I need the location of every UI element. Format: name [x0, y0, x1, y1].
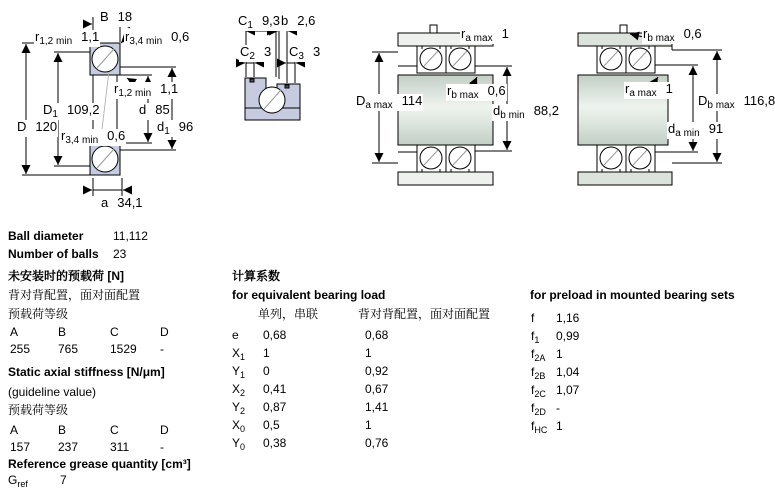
dim-subscript: a max [465, 33, 493, 44]
dim-value: 3 [263, 44, 272, 59]
grease-value: 7 [60, 473, 67, 487]
bearing-section [245, 78, 300, 120]
number-of-balls-value: 23 [113, 247, 127, 261]
dim-label-C2 [239, 45, 272, 62]
factor-value-single: 0,38 [263, 436, 287, 450]
factor-value: 0,99 [556, 329, 580, 343]
cell-value: 255 [10, 342, 31, 356]
dim-value: 34,1 [117, 195, 143, 210]
dim-label-D [16, 120, 58, 137]
factor-symbol: $f_{2D}$ [531, 401, 546, 417]
dim-label-b [280, 14, 316, 31]
dim-symbol: D [356, 93, 366, 108]
dim-value: 0,6 [171, 29, 190, 44]
preload-factor-row-f2C [531, 383, 579, 399]
dim-symbol: C [238, 13, 248, 28]
factor-value: 1,04 [556, 365, 580, 379]
dim-symbol: r [61, 128, 66, 143]
dim-symbol: d [157, 119, 165, 134]
factor-symbol: $Y_1$ [232, 364, 246, 380]
factor-symbol: $f_{2A}$ [531, 347, 546, 363]
factor-value: 1,07 [556, 383, 580, 397]
dim-value: 9,3 [261, 13, 281, 28]
factor-value: 1 [556, 419, 563, 433]
factor-row-X2 [232, 382, 388, 398]
dim-subscript: 1 [52, 109, 58, 120]
ball-diameter-label: Ball diameter [8, 229, 84, 243]
factors-col2-header: 背对背配置，面对面配置 [358, 307, 491, 321]
factor-symbol: $f_{2C}$ [531, 383, 546, 399]
dim-symbol: r [35, 29, 40, 44]
ball-diameter-value: 11,112 [113, 229, 148, 243]
dim-value: 120 [35, 119, 58, 134]
stiffness-values-row [10, 440, 164, 454]
preload-class-label: 预载荷等级 [8, 307, 69, 321]
dim-label-r34-top [124, 30, 190, 47]
col-header: C [110, 423, 119, 437]
preload-section-subtitle: 背对背配置，面对面配置 [8, 288, 141, 302]
preload-values-row [10, 342, 164, 356]
factor-symbol: e [232, 328, 239, 342]
factor-value-single: 0 [263, 364, 270, 378]
cell-value: 311 [110, 440, 130, 454]
symbol-base: G [8, 473, 18, 487]
dim-subscript: 3,4 min [65, 135, 99, 146]
dim-subscript: 3,4 min [129, 36, 163, 47]
col-header: C [110, 325, 119, 339]
dim-symbol: r [125, 29, 130, 44]
factor-symbol: $f_{2B}$ [531, 365, 546, 381]
cell-value: - [160, 440, 164, 454]
preload-class-header-row [10, 325, 169, 339]
ball-diameter-row [8, 229, 148, 243]
dim-symbol: a [101, 195, 109, 210]
dim-label-D1 [42, 103, 101, 120]
factors-subtitle: for equivalent bearing load [232, 288, 386, 302]
factor-row-Y1 [232, 364, 388, 380]
col-header: D [160, 423, 169, 437]
dim-label-r12-top [34, 30, 100, 47]
factor-value-paired: 1,41 [365, 400, 389, 414]
factor-symbol: $f_{HC}$ [531, 419, 548, 435]
dim-label-C1 [237, 14, 281, 31]
dim-symbol: r [625, 81, 630, 96]
dim-value: 88,2 [533, 103, 559, 118]
number-of-balls-label: Number of balls [8, 247, 99, 261]
dim-label-d1 [156, 120, 194, 137]
dim-label-C3 [288, 45, 321, 62]
dim-subscript: 3 [298, 51, 304, 62]
preload-factor-row-f2B [531, 365, 579, 381]
col-header: D [160, 325, 169, 339]
factor-symbol: $f_1$ [531, 329, 540, 345]
dim-subscript: a max [365, 100, 393, 111]
cell-value: 1529 [110, 342, 137, 356]
col-header: B [58, 325, 67, 339]
factor-symbol: $X_0$ [232, 418, 246, 434]
dim-subscript: a max [629, 88, 657, 99]
dim-value: 91 [708, 121, 724, 136]
factor-value-paired: 0,67 [365, 382, 389, 396]
dim-label-Da-max [355, 94, 423, 111]
factor-value: - [556, 401, 560, 415]
factor-value-paired: 0,68 [365, 328, 389, 342]
dim-value: 1,1 [160, 81, 179, 96]
factor-row-Y2 [232, 400, 388, 416]
bearing-detail-diagram [230, 20, 340, 125]
dim-value: 109,2 [66, 102, 100, 117]
stiffness-class-header-row [10, 423, 169, 437]
dim-symbol: D [17, 119, 27, 134]
factors-title: 计算系数 [232, 269, 281, 283]
col-header: B [58, 423, 67, 437]
dim-subscript: a min [675, 128, 700, 139]
cell-value: 157 [10, 440, 31, 454]
factor-value-single: 1 [263, 346, 270, 360]
dim-symbol: D [43, 102, 53, 117]
dim-symbol: C [240, 44, 250, 59]
factor-value-single: 0,5 [263, 418, 280, 432]
dim-value: 1 [665, 81, 673, 96]
factor-value-paired: 1 [365, 346, 372, 360]
dim-symbol: r [447, 83, 452, 98]
dim-label-a [100, 196, 144, 213]
dim-value: 0,6 [683, 26, 702, 41]
dim-subscript: b max [707, 100, 735, 111]
cell-value: 237 [58, 440, 79, 454]
dim-subscript: 1,2 min [118, 88, 152, 99]
dim-label-ra-max-4 [624, 82, 674, 99]
factor-row-X1 [232, 346, 372, 362]
factor-value-paired: 1 [365, 418, 372, 432]
preload-factor-row-f2A [531, 347, 563, 363]
preload-factor-row-f1 [531, 329, 579, 345]
dim-value: 1,1 [81, 29, 100, 44]
dim-symbol: d [139, 102, 147, 117]
dim-value: 1 [501, 26, 509, 41]
dim-symbol: b [281, 13, 289, 28]
dim-label-r34-mid [60, 129, 126, 146]
dim-value: 18 [117, 9, 133, 24]
preload-factor-row-fHC [531, 419, 563, 435]
dim-value: 85 [155, 102, 170, 117]
dim-value: 2,6 [297, 13, 316, 28]
factor-value-single: 0,68 [263, 328, 287, 342]
dim-subscript: b min [500, 110, 525, 121]
dim-label-rb-max-4 [642, 27, 703, 44]
dim-label-rb-max-3 [446, 84, 507, 101]
dim-subscript: 1,2 min [39, 36, 73, 47]
dim-subscript: 1 [164, 126, 170, 137]
symbol-subscript: ref [17, 479, 28, 489]
dim-subscript: b max [647, 33, 675, 44]
dim-symbol: B [100, 9, 109, 24]
dim-value: 0,6 [487, 83, 506, 98]
dim-label-Db-max [697, 94, 775, 111]
dim-symbol: d [668, 121, 676, 136]
factor-symbol: $X_1$ [232, 346, 246, 362]
grease-symbol [8, 474, 60, 489]
preload-factor-row-f2D [531, 401, 560, 417]
factor-symbol: $Y_2$ [232, 400, 246, 416]
dim-subscript: 1 [247, 20, 253, 31]
col-header: A [10, 325, 19, 339]
dim-symbol: D [698, 93, 708, 108]
stiffness-class-label: 预载荷等级 [8, 403, 69, 417]
cell-value: - [160, 342, 164, 356]
dim-symbol: r [461, 26, 466, 41]
factor-value: 1 [556, 347, 563, 361]
factor-row-Y0 [232, 436, 388, 452]
col-header: A [10, 423, 19, 437]
factor-symbol: $X_2$ [232, 382, 246, 398]
dim-label-B [99, 10, 133, 27]
factor-value-paired: 0,76 [365, 436, 389, 450]
dim-label-da-min [667, 122, 724, 139]
factors-col1-header: 单列，串联 [258, 307, 319, 321]
stiffness-section-title: Static axial stiffness [N/μm] [8, 365, 165, 379]
factor-symbol: f [531, 311, 535, 325]
dim-symbol: d [493, 103, 501, 118]
dim-label-ra-max-3 [460, 27, 510, 44]
preload-factors-title: for preload in mounted bearing sets [530, 288, 735, 302]
dim-label-d [138, 103, 171, 120]
dim-label-db-min [492, 104, 560, 121]
dim-value: 0,6 [107, 128, 126, 143]
dim-subscript: b max [451, 90, 479, 101]
factor-value-paired: 0,92 [365, 364, 389, 378]
factor-value-single: 0,41 [263, 382, 287, 396]
cell-value: 765 [58, 342, 79, 356]
dim-value: 116,8 [743, 93, 775, 108]
dim-value: 114 [401, 93, 423, 108]
factor-symbol: $Y_0$ [232, 436, 246, 452]
stiffness-section-subtitle: (guideline value) [8, 385, 97, 399]
preload-factor-row-f [531, 311, 579, 327]
grease-row [8, 474, 67, 489]
factor-row-X0 [232, 418, 372, 434]
factor-value: 1,16 [556, 311, 580, 325]
dim-symbol: r [114, 81, 119, 96]
number-of-balls-row [8, 247, 126, 261]
dim-value: 96 [178, 119, 194, 134]
dim-value: 3 [312, 44, 321, 59]
dim-symbol: C [289, 44, 299, 59]
factor-row-e [232, 328, 388, 344]
dim-subscript: 2 [249, 51, 255, 62]
preload-section-title: 未安装时的预载荷 [N] [8, 269, 124, 283]
factor-value-single: 0,87 [263, 400, 287, 414]
grease-section-title: Reference grease quantity [cm³] [8, 457, 191, 471]
dim-label-r12-mid [113, 82, 179, 99]
dim-symbol: r [643, 26, 648, 41]
